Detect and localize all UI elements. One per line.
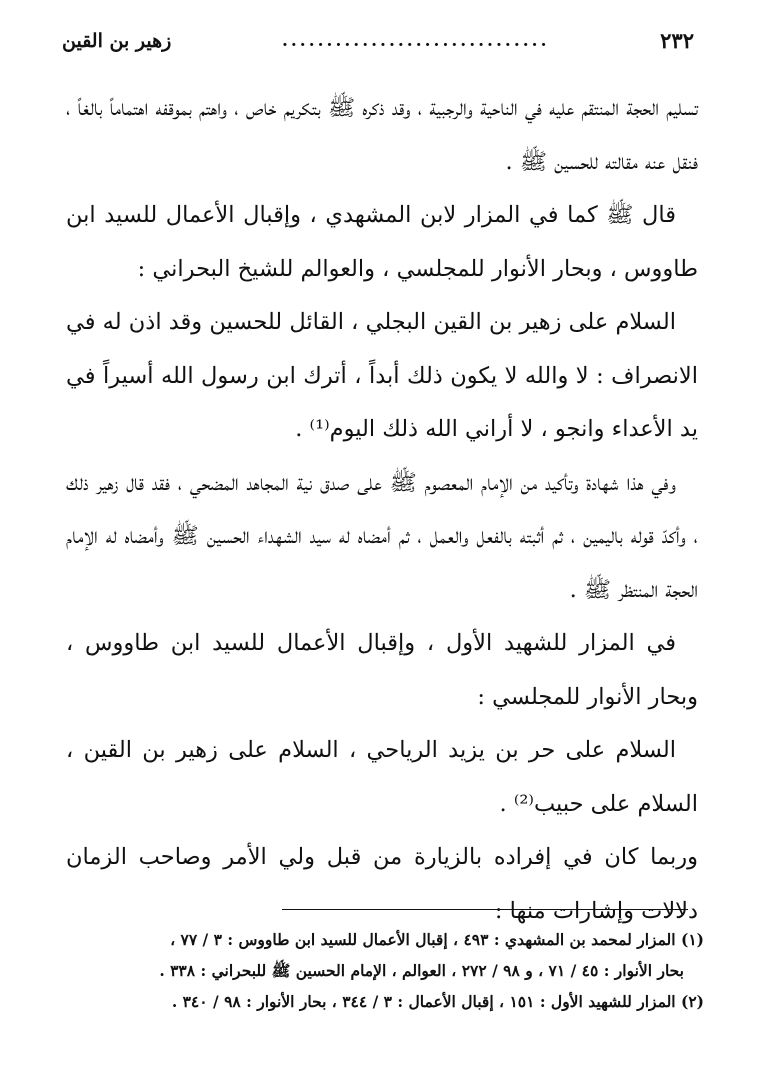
- paragraph-7: وربما كان في إفراده بالزيارة من قبل ولي الأمر وصاحب الزمان دلالات وإشارات منها :: [66, 844, 698, 924]
- footnote-2: (٢) المزار للشهيد الأول : ١٥١ ، إقبال الأعمال : ٣ / ٣٤٤ ، بحار الأنوار : ٩٨ / ٣٤٠ .: [171, 992, 704, 1011]
- footnote-1: (١) المزار لمحمد بن المشهدي : ٤٩٣ ، إقبال الأعمال للسيد ابن طاووس : ٣ / ٧٧ ،: [170, 930, 704, 949]
- paragraph-3-quote: السلام على زهير بن القين البجلي ، القائل للحسين وقد اذن له في الانصراف : لا والله لا يكون ذلك أبداً ، أترك ابن رسول الله أسيراً في يد الأعداء وانجو ، لا أراني الله ذلك اليوم⁽¹⁾ .: [66, 309, 698, 442]
- chapter-title: زهير بن القين: [62, 29, 172, 52]
- paragraph-4: وفي هذا شهادة وتأكيد من الإمام المعصوم ﷺ على صدق نية المجاهد المضحي ، فقد قال زهير ذلك ، وأكدّ قوله باليمين ، ثم أثبته بالفعل والعمل ، ثم أمضاه له سيد الشهداء الحسين ﷺ وأمضاه له الإمام الحجة المنتظر ﷺ .: [66, 469, 698, 603]
- paragraph-6-quote: السلام على حر بن يزيد الرياحي ، السلام على زهير بن القين ، السلام على حبيب⁽²⁾ .: [66, 737, 698, 817]
- page-number: ٢٣٢: [660, 28, 694, 53]
- footnote-1-continuation: بحار الأنوار : ٤٥ / ٧١ ، و ٩٨ / ٢٧٢ ، العوالم ، الإمام الحسين ﷺ للبحراني : ٣٣٨ .: [159, 961, 684, 980]
- paragraph-5: في المزار للشهيد الأول ، وإقبال الأعمال للسيد ابن طاووس ، وبحار الأنوار للمجلسي :: [66, 630, 698, 710]
- running-header: [62, 28, 694, 53]
- paragraph-1: تسليم الحجة المنتقم عليه في الناحية والرجبية ، وقد ذكره ﷺ بتكريم خاص ، واهتم بموقفه اهتماماً بالغاً ، فنقل عنه مقالته للحسين ﷺ .: [66, 95, 698, 175]
- main-text: [66, 82, 698, 938]
- paragraph-2: قال ﷺ كما في المزار لابن المشهدي ، وإقبال الأعمال للسيد ابن طاووس ، وبحار الأنوار للمجلسي ، والعوالم للشيخ البحراني :: [66, 202, 698, 282]
- header-leader-dots: ..............................: [281, 30, 550, 51]
- footnote-separator: [282, 909, 688, 910]
- footnotes: [80, 924, 704, 1017]
